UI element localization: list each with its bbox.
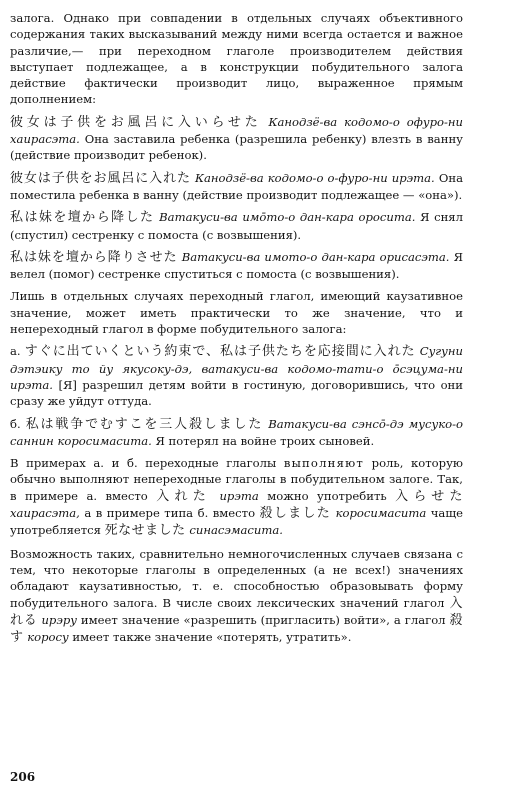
japanese-sentence: 彼女は子供をお風呂に入いらせた	[10, 114, 262, 130]
paragraph-possibility: Возможность таких, сравнительно немногочисленных случаев связана с тем, что некоторые глаголы в определенных (а не всех!) значениях обладают каузативностью, т. е. способностью образовывать форму побудительного залога. В числе своих лексических значений глагол 入れる ирэру имеет значение «разрешить (пригласить) войти», а глагол 殺す коросу имеет также значение «потерять, утратить».	[10, 546, 464, 646]
translation: Я снял (спустил) сестренку с помоста (с возвышения).	[10, 210, 463, 242]
transliteration: Канодзё-ва кодомо-о о-фуро-ни ирэта.	[195, 170, 435, 185]
paragraph-causative: Лишь в отдельных случаях переходный глагол, имеющий каузативное значение, может иметь практически то же значение, что и непереходный глагол в форме побудительного залога:	[10, 289, 463, 337]
example-label: б.	[10, 416, 21, 431]
japanese-sentence: 彼女は子供をお風呂に入れた	[10, 170, 191, 186]
japanese-sentence: 私は妹を壇から降りさせた	[10, 249, 178, 265]
example-b	[10, 416, 463, 450]
transliteration: Ватакуси-ва имото-о дан-кара орисасэта.	[181, 249, 450, 264]
transliteration: Канодзё-ва кодомо-о офуро-ни хаираcэта.	[10, 114, 463, 147]
example-a	[10, 343, 463, 409]
japanese-sentence: 私は妹を壇から降した	[10, 210, 155, 226]
transliteration: Ватакуси-ва сэнсо̄-дэ мусуко-о саннин коросимасита.	[10, 416, 463, 448]
japanese-sentence: すぐに出ていくという約束で、私は子供たちを応接間に入れた	[24, 344, 416, 360]
paragraph-examples-discussion: В примерах а. и б. переходные глаголы выполняют роль, которую обычно выполняют непереходные глаголы в побудительном залоге. Так, в примере а. вместо 入れた ирэта можно употребить 入らせた хаирасэта, а в примере типа б. вместо 殺しました коросимасита чаще употребляется 死なせました синасэмасита.	[10, 456, 464, 539]
translation: Я велел (помог) сестренке спуститься с помоста (с возвышения).	[10, 249, 463, 282]
example-label: а.	[10, 344, 21, 359]
example-1	[10, 114, 463, 164]
translation: Я потерял на войне трoих сыновей.	[155, 433, 375, 448]
japanese-sentence: 私は戦争でむすこを三人殺しました	[25, 416, 264, 432]
transliteration: Сугуни дэтэику то йу якусоку-дэ, ватакуси-ва кодомо-тати-о о̄сэцума-ни ирэта.	[10, 344, 463, 392]
example-2	[10, 170, 463, 204]
paragraph-intro: залога. Однако при совпадении в отдельных случаях объективного содержания таких высказываний между ними всегда остается и важное различие,— при переходном глаголе производителем действия выступает подлежащее, а в конструкции побудительного залога действие фактически производит лицо, выраженное прямым дополнением:	[10, 11, 463, 107]
translation: [Я] разрешил детям войти в гостиную, договорившись, что они сразу же уйдут оттуда.	[10, 377, 464, 409]
transliteration: Ватакуси-ва имо̄то-о дан-кара оросита.	[159, 210, 416, 225]
example-3	[10, 209, 463, 243]
translation: Она заставила ребенка (разрешила ребенку) влезть в ванну (действие производит ребенок).	[10, 132, 463, 163]
example-4	[10, 249, 463, 283]
page-number: 206	[10, 770, 36, 784]
translation: Она поместила ребенка в ванну (действие производит подлежащее — «она»).	[10, 170, 464, 202]
